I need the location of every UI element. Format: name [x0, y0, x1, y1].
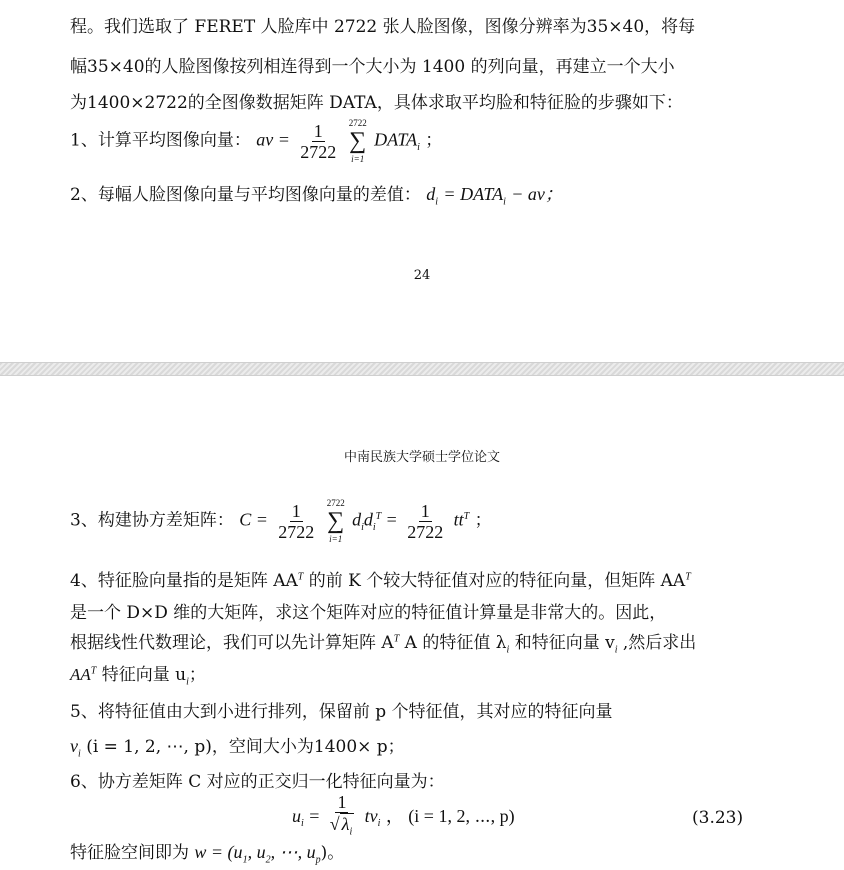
body-line-1: 程。我们选取了 FERET 人脸库中 2722 张人脸图像，图像分辨率为35×40，将每	[70, 17, 696, 37]
eigenface-w: w = (u	[194, 842, 243, 862]
step-5-v: v	[70, 736, 78, 756]
body-line-3: 为1400×2722的全图像数据矩阵 DATA，具体求取平均脸和特征脸的步骤如下：	[70, 93, 683, 113]
running-header: 中南民族大学硕士学位论文	[343, 450, 500, 465]
eq-den-lambda: λ	[341, 814, 350, 834]
eigenface-space-line	[70, 838, 344, 865]
step-2-sub: i	[435, 196, 439, 208]
step-2-rest-sub: i	[503, 196, 506, 208]
step-4-line-1-sup: T	[297, 571, 304, 583]
equation-number: (3.23)	[692, 808, 744, 828]
step-3-end: ；	[474, 510, 492, 531]
page-number: 24	[413, 268, 431, 283]
eigenface-d: , ⋯, u	[270, 842, 316, 862]
step-3	[70, 498, 492, 544]
step-3-tail: tt	[453, 509, 464, 530]
step-5-sub: i	[78, 748, 81, 760]
step-1	[70, 118, 442, 164]
equation-3-23	[292, 792, 515, 843]
step-5-rest: (i = 1, 2, ⋯, p)，空间大小为1400× p；	[86, 737, 405, 757]
sum-icon: ∑	[349, 128, 367, 154]
step-1-numerator: 1	[313, 120, 323, 141]
step-3-denominator-2: 2722	[407, 521, 444, 542]
eq-numerator: 1	[337, 792, 347, 812]
step-4-line-3-sub2: i	[614, 644, 618, 656]
step-1-sum-bottom: i=1	[351, 154, 365, 164]
step-3-sum	[327, 498, 345, 544]
eq-denominator: √ $\lambda_i$	[328, 813, 356, 843]
step-1-lhs: av =	[256, 129, 290, 150]
step-4-line-1-b: 的前 K 个较大特征值对应的特征向量，但矩阵 AA	[303, 571, 686, 591]
step-1-term: DATA	[374, 129, 418, 150]
step-3-fraction-2	[405, 501, 445, 542]
step-1-sum	[349, 118, 367, 164]
step-1-label: 1、计算平均图像向量：	[70, 130, 251, 151]
step-3-fraction	[276, 501, 316, 542]
step-4-line-1	[70, 566, 691, 591]
step-1-sum-top: 2722	[348, 118, 367, 128]
step-3-sub2: i	[372, 521, 376, 533]
eq-equals: =	[309, 805, 320, 826]
eigenface-sub-2: 2	[265, 854, 271, 866]
eigenface-sub-p: p	[315, 854, 321, 866]
page-separator	[0, 362, 844, 376]
eq-lhs: u	[292, 805, 301, 826]
step-3-tail-sup: T	[463, 510, 470, 522]
sum-icon: ∑	[327, 508, 345, 534]
step-4-line-4-a: AA	[70, 665, 91, 684]
step-3-term2: d	[363, 509, 373, 530]
step-4-line-3-sub: i	[506, 644, 510, 656]
eq-den-sub: i	[349, 826, 353, 838]
step-3-sum-bottom: i=1	[329, 534, 343, 544]
step-3-numerator-2: 1	[420, 500, 430, 521]
step-3-sub1: i	[361, 521, 364, 533]
step-3-term: d	[352, 509, 362, 530]
step-5-line-1: 5、将特征值由大到小进行排列，保留前 p 个特征值，其对应的特征向量	[70, 702, 613, 722]
eigenface-end: )。	[320, 843, 345, 863]
step-2-d: d	[426, 184, 436, 204]
eq-rhs-sub: i	[377, 818, 381, 830]
step-4-line-4-sup: T	[90, 665, 97, 677]
step-4-line-3	[70, 628, 696, 655]
step-4-line-3-d: ,然后求出	[617, 633, 697, 653]
step-1-sub: i	[417, 141, 420, 153]
step-5-line-2	[70, 732, 405, 759]
step-4-line-3-c: 和特征向量 v	[509, 633, 615, 653]
step-3-eq: =	[386, 509, 397, 530]
step-3-label: 3、构建协方差矩阵：	[70, 510, 234, 531]
step-2-label: 2、每幅人脸图像向量与平均图像向量的差值：	[70, 185, 421, 205]
body-line-2: 幅35×40的人脸图像按列相连得到一个大小为 1400 的列向量，再建立一个大小	[70, 57, 675, 77]
eq-condition: ， (i = 1, 2, ⋯, p)	[385, 805, 515, 826]
step-4-line-4-end: ；	[188, 665, 206, 685]
step-3-sum-top: 2722	[326, 498, 345, 508]
step-3-lhs: C =	[239, 509, 268, 530]
eigenface-c: , u	[247, 842, 266, 862]
step-2-tail: − av；	[511, 184, 563, 204]
step-4-line-3-a: 根据线性代数理论，我们可以先计算矩阵 A	[70, 633, 394, 653]
step-4-line-4-sub: i	[186, 676, 189, 688]
step-4-line-4-b: 特征向量 u	[96, 665, 187, 685]
eigenface-space-text: 特征脸空间即为	[70, 843, 195, 863]
step-6-line: 6、协方差矩阵 C 对应的正交归一化特征向量为：	[70, 772, 445, 792]
eigenface-sub-1: 1	[242, 854, 248, 866]
step-4-line-2: 是一个 D×D 维的大矩阵，求这个矩阵对应的特征值计算量是非常大的。因此，	[70, 603, 667, 623]
eq-lhs-sub: i	[301, 818, 304, 830]
step-4-line-4	[70, 660, 206, 687]
step-4-line-1-a: 4、特征脸向量指的是矩阵 AA	[70, 571, 298, 591]
step-4-line-1-sup2: T	[685, 571, 691, 583]
eq-rhs: tv	[364, 805, 378, 826]
step-2-rest: = DATA	[443, 184, 504, 204]
step-3-numerator: 1	[291, 500, 301, 521]
eq-fraction	[328, 792, 356, 843]
step-3-sup2: T	[375, 510, 382, 522]
step-1-fraction	[298, 121, 338, 162]
step-3-denominator: 2722	[278, 521, 315, 542]
step-4-line-3-sup: T	[393, 633, 400, 645]
step-4-line-3-b: A 的特征值 λ	[399, 633, 507, 653]
step-2	[70, 180, 563, 207]
step-1-denominator: 2722	[300, 141, 337, 162]
step-1-end: ；	[425, 130, 443, 151]
